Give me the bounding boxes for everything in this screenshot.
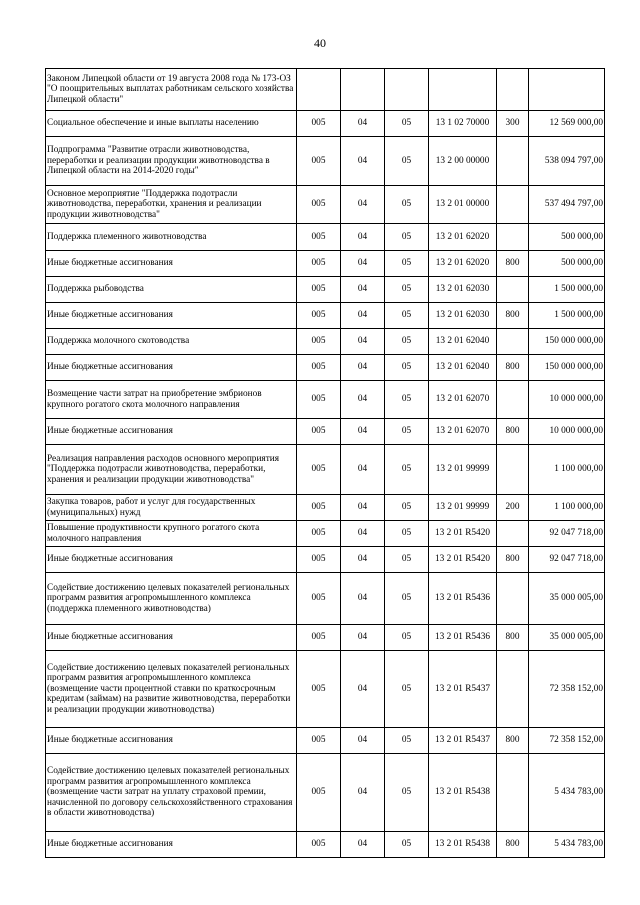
target-article-cell: 13 2 01 62070 xyxy=(429,381,497,419)
admin-code-cell: 005 xyxy=(297,329,341,355)
table-row xyxy=(46,381,605,419)
expense-type-cell: 800 xyxy=(497,728,529,754)
expense-type-cell xyxy=(497,573,529,625)
row-name-cell: Возмещение части затрат на приобретение эмбрионов крупного рогатого скота молочного направления xyxy=(46,381,297,419)
admin-code-cell: 005 xyxy=(297,445,341,495)
admin-code-cell: 005 xyxy=(297,381,341,419)
table-row xyxy=(46,224,605,251)
expense-type-cell xyxy=(497,381,529,419)
amount-cell: 150 000 000,00 xyxy=(529,329,605,355)
subsection-code-cell: 05 xyxy=(385,303,429,329)
row-name-cell: Иные бюджетные ассигнования xyxy=(46,547,297,573)
expense-type-cell: 800 xyxy=(497,355,529,381)
admin-code-cell: 005 xyxy=(297,651,341,728)
subsection-code-cell: 05 xyxy=(385,754,429,832)
expense-type-cell: 200 xyxy=(497,495,529,521)
subsection-code-cell: 05 xyxy=(385,445,429,495)
subsection-code-cell: 05 xyxy=(385,625,429,651)
target-article-cell: 13 2 01 R5420 xyxy=(429,547,497,573)
amount-cell: 1 500 000,00 xyxy=(529,277,605,303)
table-row xyxy=(46,329,605,355)
section-code-cell: 04 xyxy=(341,355,385,381)
amount-cell: 92 047 718,00 xyxy=(529,521,605,547)
target-article-cell: 13 2 00 00000 xyxy=(429,137,497,186)
target-article-cell: 13 2 01 62030 xyxy=(429,303,497,329)
row-name-cell: Подпрограмма "Развитие отрасли животноводства, переработки и реализации продукции животноводства в Липецкой области на 2014-2020 годы" xyxy=(46,137,297,186)
subsection-code-cell: 05 xyxy=(385,419,429,445)
expense-type-cell: 800 xyxy=(497,625,529,651)
admin-code-cell: 005 xyxy=(297,303,341,329)
amount-cell: 92 047 718,00 xyxy=(529,547,605,573)
expense-type-cell xyxy=(497,277,529,303)
amount-cell: 1 100 000,00 xyxy=(529,495,605,521)
table-row xyxy=(46,251,605,277)
amount-cell: 10 000 000,00 xyxy=(529,381,605,419)
expense-type-cell: 300 xyxy=(497,111,529,137)
amount-cell: 1 100 000,00 xyxy=(529,445,605,495)
table-row xyxy=(46,625,605,651)
table-row xyxy=(46,754,605,832)
table-row xyxy=(46,69,605,111)
subsection-code-cell: 05 xyxy=(385,728,429,754)
subsection-code-cell: 05 xyxy=(385,521,429,547)
admin-code-cell: 005 xyxy=(297,728,341,754)
amount-cell: 1 500 000,00 xyxy=(529,303,605,329)
target-article-cell: 13 2 01 62030 xyxy=(429,277,497,303)
admin-code-cell: 005 xyxy=(297,137,341,186)
section-code-cell xyxy=(341,69,385,111)
subsection-code-cell: 05 xyxy=(385,495,429,521)
admin-code-cell: 005 xyxy=(297,573,341,625)
target-article-cell: 13 2 01 62040 xyxy=(429,355,497,381)
row-name-cell: Реализация направления расходов основного мероприятия "Поддержка подотрасли животноводства, переработки, хранения и реализации продукции животноводства" xyxy=(46,445,297,495)
target-article-cell: 13 2 01 R5438 xyxy=(429,832,497,858)
amount-cell: 538 094 797,00 xyxy=(529,137,605,186)
amount-cell: 5 434 783,00 xyxy=(529,832,605,858)
table-row xyxy=(46,355,605,381)
amount-cell: 150 000 000,00 xyxy=(529,355,605,381)
expense-type-cell xyxy=(497,186,529,224)
section-code-cell: 04 xyxy=(341,573,385,625)
budget-table-body xyxy=(46,69,605,858)
section-code-cell: 04 xyxy=(341,303,385,329)
section-code-cell: 04 xyxy=(341,186,385,224)
amount-cell: 500 000,00 xyxy=(529,251,605,277)
subsection-code-cell: 05 xyxy=(385,832,429,858)
admin-code-cell: 005 xyxy=(297,355,341,381)
admin-code-cell: 005 xyxy=(297,186,341,224)
row-name-cell: Основное мероприятие "Поддержка подотрасли животноводства, переработки, хранения и реализации продукции животноводства" xyxy=(46,186,297,224)
expense-type-cell xyxy=(497,137,529,186)
table-row xyxy=(46,111,605,137)
amount-cell xyxy=(529,69,605,111)
admin-code-cell: 005 xyxy=(297,521,341,547)
target-article-cell: 13 2 01 62020 xyxy=(429,251,497,277)
target-article-cell: 13 2 01 62070 xyxy=(429,419,497,445)
section-code-cell: 04 xyxy=(341,111,385,137)
amount-cell: 500 000,00 xyxy=(529,224,605,251)
target-article-cell: 13 2 01 R5437 xyxy=(429,651,497,728)
row-name-cell: Поддержка рыбоводства xyxy=(46,277,297,303)
row-name-cell: Иные бюджетные ассигнования xyxy=(46,303,297,329)
expense-type-cell: 800 xyxy=(497,251,529,277)
row-name-cell: Иные бюджетные ассигнования xyxy=(46,728,297,754)
subsection-code-cell: 05 xyxy=(385,355,429,381)
expense-type-cell xyxy=(497,69,529,111)
table-row xyxy=(46,445,605,495)
section-code-cell: 04 xyxy=(341,651,385,728)
subsection-code-cell xyxy=(385,69,429,111)
subsection-code-cell: 05 xyxy=(385,277,429,303)
subsection-code-cell: 05 xyxy=(385,111,429,137)
amount-cell: 35 000 005,00 xyxy=(529,625,605,651)
expense-type-cell xyxy=(497,224,529,251)
table-row xyxy=(46,573,605,625)
section-code-cell: 04 xyxy=(341,521,385,547)
amount-cell: 537 494 797,00 xyxy=(529,186,605,224)
subsection-code-cell: 05 xyxy=(385,224,429,251)
expense-type-cell xyxy=(497,329,529,355)
row-name-cell: Социальное обеспечение и иные выплаты населению xyxy=(46,111,297,137)
expense-type-cell xyxy=(497,651,529,728)
section-code-cell: 04 xyxy=(341,419,385,445)
row-name-cell: Содействие достижению целевых показателей региональных программ развития агропромышленного комплекса (возмещение части затрат на уплату страховой премии, начисленной по договору сельскохозяйственного страхования в области животноводства) xyxy=(46,754,297,832)
section-code-cell: 04 xyxy=(341,329,385,355)
admin-code-cell: 005 xyxy=(297,547,341,573)
subsection-code-cell: 05 xyxy=(385,573,429,625)
page-number: 40 xyxy=(314,36,326,50)
row-name-cell: Законом Липецкой области от 19 августа 2008 года № 173-ОЗ "О поощрительных выплатах работникам сельского хозяйства Липецкой области" xyxy=(46,69,297,111)
section-code-cell: 04 xyxy=(341,832,385,858)
row-name-cell: Поддержка племенного животноводства xyxy=(46,224,297,251)
section-code-cell: 04 xyxy=(341,754,385,832)
section-code-cell: 04 xyxy=(341,445,385,495)
section-code-cell: 04 xyxy=(341,728,385,754)
row-name-cell: Иные бюджетные ассигнования xyxy=(46,355,297,381)
target-article-cell xyxy=(429,69,497,111)
amount-cell: 35 000 005,00 xyxy=(529,573,605,625)
section-code-cell: 04 xyxy=(341,137,385,186)
row-name-cell: Иные бюджетные ассигнования xyxy=(46,419,297,445)
expense-type-cell: 800 xyxy=(497,832,529,858)
row-name-cell: Иные бюджетные ассигнования xyxy=(46,251,297,277)
admin-code-cell: 005 xyxy=(297,625,341,651)
subsection-code-cell: 05 xyxy=(385,186,429,224)
table-row xyxy=(46,137,605,186)
admin-code-cell: 005 xyxy=(297,754,341,832)
table-row xyxy=(46,495,605,521)
row-name-cell: Содействие достижению целевых показателей региональных программ развития агропромышленного комплекса (поддержка племенного животноводства) xyxy=(46,573,297,625)
admin-code-cell: 005 xyxy=(297,251,341,277)
amount-cell: 72 358 152,00 xyxy=(529,728,605,754)
target-article-cell: 13 2 01 R5436 xyxy=(429,625,497,651)
target-article-cell: 13 2 01 R5437 xyxy=(429,728,497,754)
subsection-code-cell: 05 xyxy=(385,651,429,728)
admin-code-cell: 005 xyxy=(297,224,341,251)
expense-type-cell: 800 xyxy=(497,547,529,573)
section-code-cell: 04 xyxy=(341,277,385,303)
amount-cell: 5 434 783,00 xyxy=(529,754,605,832)
budget-table xyxy=(45,68,605,858)
admin-code-cell: 005 xyxy=(297,111,341,137)
target-article-cell: 13 2 01 R5438 xyxy=(429,754,497,832)
target-article-cell: 13 2 01 99999 xyxy=(429,445,497,495)
target-article-cell: 13 2 01 99999 xyxy=(429,495,497,521)
section-code-cell: 04 xyxy=(341,224,385,251)
target-article-cell: 13 2 01 62020 xyxy=(429,224,497,251)
admin-code-cell xyxy=(297,69,341,111)
amount-cell: 12 569 000,00 xyxy=(529,111,605,137)
subsection-code-cell: 05 xyxy=(385,547,429,573)
table-row xyxy=(46,521,605,547)
subsection-code-cell: 05 xyxy=(385,251,429,277)
section-code-cell: 04 xyxy=(341,381,385,419)
admin-code-cell: 005 xyxy=(297,495,341,521)
row-name-cell: Иные бюджетные ассигнования xyxy=(46,625,297,651)
section-code-cell: 04 xyxy=(341,495,385,521)
row-name-cell: Иные бюджетные ассигнования xyxy=(46,832,297,858)
target-article-cell: 13 2 01 R5436 xyxy=(429,573,497,625)
table-row xyxy=(46,303,605,329)
expense-type-cell: 800 xyxy=(497,303,529,329)
expense-type-cell xyxy=(497,754,529,832)
target-article-cell: 13 2 01 R5420 xyxy=(429,521,497,547)
subsection-code-cell: 05 xyxy=(385,329,429,355)
table-row xyxy=(46,547,605,573)
admin-code-cell: 005 xyxy=(297,277,341,303)
table-row xyxy=(46,651,605,728)
amount-cell: 72 358 152,00 xyxy=(529,651,605,728)
subsection-code-cell: 05 xyxy=(385,381,429,419)
section-code-cell: 04 xyxy=(341,547,385,573)
target-article-cell: 13 1 02 70000 xyxy=(429,111,497,137)
row-name-cell: Поддержка молочного скотоводства xyxy=(46,329,297,355)
target-article-cell: 13 2 01 62040 xyxy=(429,329,497,355)
table-row xyxy=(46,186,605,224)
target-article-cell: 13 2 01 00000 xyxy=(429,186,497,224)
expense-type-cell xyxy=(497,521,529,547)
row-name-cell: Содействие достижению целевых показателей региональных программ развития агропромышленного комплекса (возмещение части процентной ставки по краткосрочным кредитам (займам) на развитие животноводства, переработки и реализации продукции животноводства) xyxy=(46,651,297,728)
expense-type-cell: 800 xyxy=(497,419,529,445)
admin-code-cell: 005 xyxy=(297,419,341,445)
table-row xyxy=(46,419,605,445)
subsection-code-cell: 05 xyxy=(385,137,429,186)
expense-type-cell xyxy=(497,445,529,495)
section-code-cell: 04 xyxy=(341,251,385,277)
amount-cell: 10 000 000,00 xyxy=(529,419,605,445)
row-name-cell: Закупка товаров, работ и услуг для государственных (муниципальных) нужд xyxy=(46,495,297,521)
table-row xyxy=(46,728,605,754)
row-name-cell: Повышение продуктивности крупного рогатого скота молочного направления xyxy=(46,521,297,547)
section-code-cell: 04 xyxy=(341,625,385,651)
table-row xyxy=(46,277,605,303)
admin-code-cell: 005 xyxy=(297,832,341,858)
table-row xyxy=(46,832,605,858)
